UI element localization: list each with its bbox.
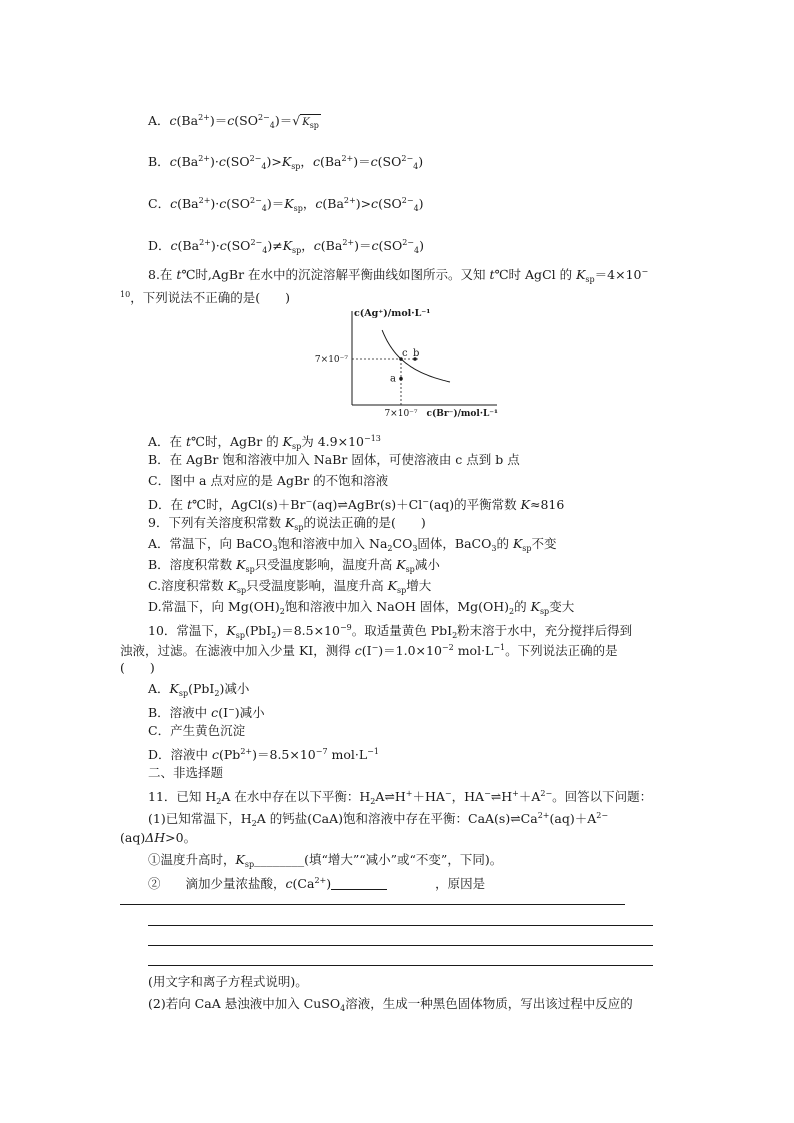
q11-subq-2: ② 滴加少量浓盐酸，$c(Ca^{2+})$ ，原因是 — [148, 876, 486, 891]
q9-stem: 9．下列有关溶度积常数 $K_{sp}$的说法正确的是( ) — [148, 515, 426, 532]
point-label-c: c — [402, 348, 408, 359]
answer-line-3[interactable] — [148, 945, 653, 946]
q8-stem-line1: 8.在 t℃时,AgBr 在水中的沉淀溶解平衡曲线如图所示。又知 t℃时 AgCl 的 $K_{sp}=4\times 10^-$ — [148, 267, 649, 284]
q7-option-b: B．$c(Ba^{2+})\cdot c(SO^{2-}_4)>K_{sp}$，$c(Ba^{2+})=c(SO^{2-}_4)$ — [148, 154, 424, 171]
q8-option-b: B．在 AgBr 饱和溶液中加入 NaBr 固体，可使溶液由 c 点到 b 点 — [148, 452, 520, 467]
q10-option-a: A．$K_{sp}(PbI_2)$减小 — [148, 681, 250, 698]
q8-option-a: A．在 t℃时，AgBr 的 $K_{sp}$为 $4.9\times 10^{-13}$ — [148, 434, 381, 451]
q7-option-c: C．$c(Ba^{2+})\cdot c(SO^{2-}_4)=K_{sp}$，$c(Ba^{2+})>c(SO^{2-}_4)$ — [148, 196, 424, 213]
y-axis-label: c(Ag⁺)/mol·L⁻¹ — [354, 308, 431, 319]
q10-stem-line3: ( ) — [120, 660, 155, 675]
q10-option-d: D．溶液中 $c(Pb^{2+})=8.5\times 10^{-7}$ $mol\cdot L^{-1}$ — [148, 747, 379, 762]
q10-stem-line1: 10．常温下，$K_{sp}(PbI_2)=8.5\times 10^{-9}$。取适量黄色 PbI$_2$粉末溶于水中，充分搅拌后得到 — [148, 623, 633, 640]
q7-option-d: D．$c(Ba^{2+})\cdot c(SO^{2-}_4)\ne K_{sp}$，$c(Ba^{2+})=c(SO^{2-}_4)$ — [148, 238, 424, 255]
q10-option-c: C．产生黄色沉淀 — [148, 723, 246, 738]
answer-line-1[interactable] — [120, 904, 625, 905]
q8-stem-line2: $^{10}$，下列说法不正确的是( ) — [120, 290, 290, 305]
q9-option-a: A．常温下，向 BaCO$_3$饱和溶液中加入 $Na_2CO_3$固体，BaCO$_3$的 $K_{sp}$不变 — [148, 536, 557, 553]
q11-note: (用文字和离子方程式说明)。 — [148, 974, 308, 989]
q11-part1-line2: (aq)ΔH>0。 — [120, 830, 197, 845]
answer-blank[interactable] — [331, 877, 387, 890]
q11-part1-line1: (1)已知常温下，$H_2A$ 的钙盐(CaA)饱和溶液中存在平衡：$CaA(s)\rightleftharpoons Ca^{2+}(aq)+A^{2-}$ — [148, 811, 609, 828]
q9-option-d: D.常温下，向 $Mg(OH)_2$饱和溶液中加入 NaOH 固体，$Mg(OH)_2$的 $K_{sp}$变大 — [148, 599, 575, 616]
q8-option-c: C．图中 a 点对应的是 AgBr 的不饱和溶液 — [148, 473, 389, 488]
q11-part2: (2)若向 CaA 悬浊液中加入 CuSO$_4$溶液，生成一种黑色固体物质，写出该过程中反应的 — [148, 996, 633, 1013]
q10-option-b: B．溶液中 c(I−)减小 — [148, 705, 265, 720]
q10-stem-line2: 浊液，过滤。在滤液中加入少量 KI，测得 $c(I^-)=1.0\times 10^{-2}$ $mol\cdot L^{-1}$。下列说法正确的是 — [120, 643, 618, 658]
agbr-solubility-chart — [305, 304, 505, 422]
y-tick-label: 7×10⁻⁷ — [314, 355, 348, 365]
x-tick-label: 7×10⁻⁷ — [384, 409, 418, 419]
answer-line-4[interactable] — [148, 965, 653, 966]
point-a — [399, 377, 403, 381]
q11-subq-1: ①温度升高时，$K_{sp}\_\_\_\_\_\_\_\_$(填“增大”“减小”或“不变”，下同)。 — [148, 852, 503, 869]
sqrt-symbol: √ — [292, 113, 301, 128]
x-axis-label: c(Br⁻)/mol·L⁻¹ — [426, 409, 498, 419]
point-label-b: b — [413, 348, 420, 359]
q8-option-d: D．在 t℃时，AgCl(s)＋Br−(aq)⇌AgBr(s)＋Cl−(aq)的平衡常数 K≈816 — [148, 497, 565, 512]
sqrt-radicand: $K_{sp}$ — [300, 114, 321, 134]
point-label-a: a — [390, 373, 396, 385]
q9-option-c: C.溶度积常数 $K_{sp}$只受温度影响，温度升高 $K_{sp}$增大 — [148, 578, 432, 595]
q9-option-b: B．溶度积常数 $K_{sp}$只受温度影响，温度升高 $K_{sp}$减小 — [148, 557, 440, 574]
answer-line-2[interactable] — [148, 925, 653, 926]
q7-option-a: A．$c(Ba^{2+})=c(SO^{2-}_4)=√$ $K_{sp}$ — [148, 110, 321, 134]
q11-stem-line1: 11．已知 $H_2A$ 在水中存在以下平衡：$H_2A\rightleftharpoons H^++HA^-$，$HA^-\rightleftharpoons H^++A^{2-}$。回答以下问题： — [148, 789, 653, 806]
section-heading: 二、非选择题 — [148, 765, 224, 780]
